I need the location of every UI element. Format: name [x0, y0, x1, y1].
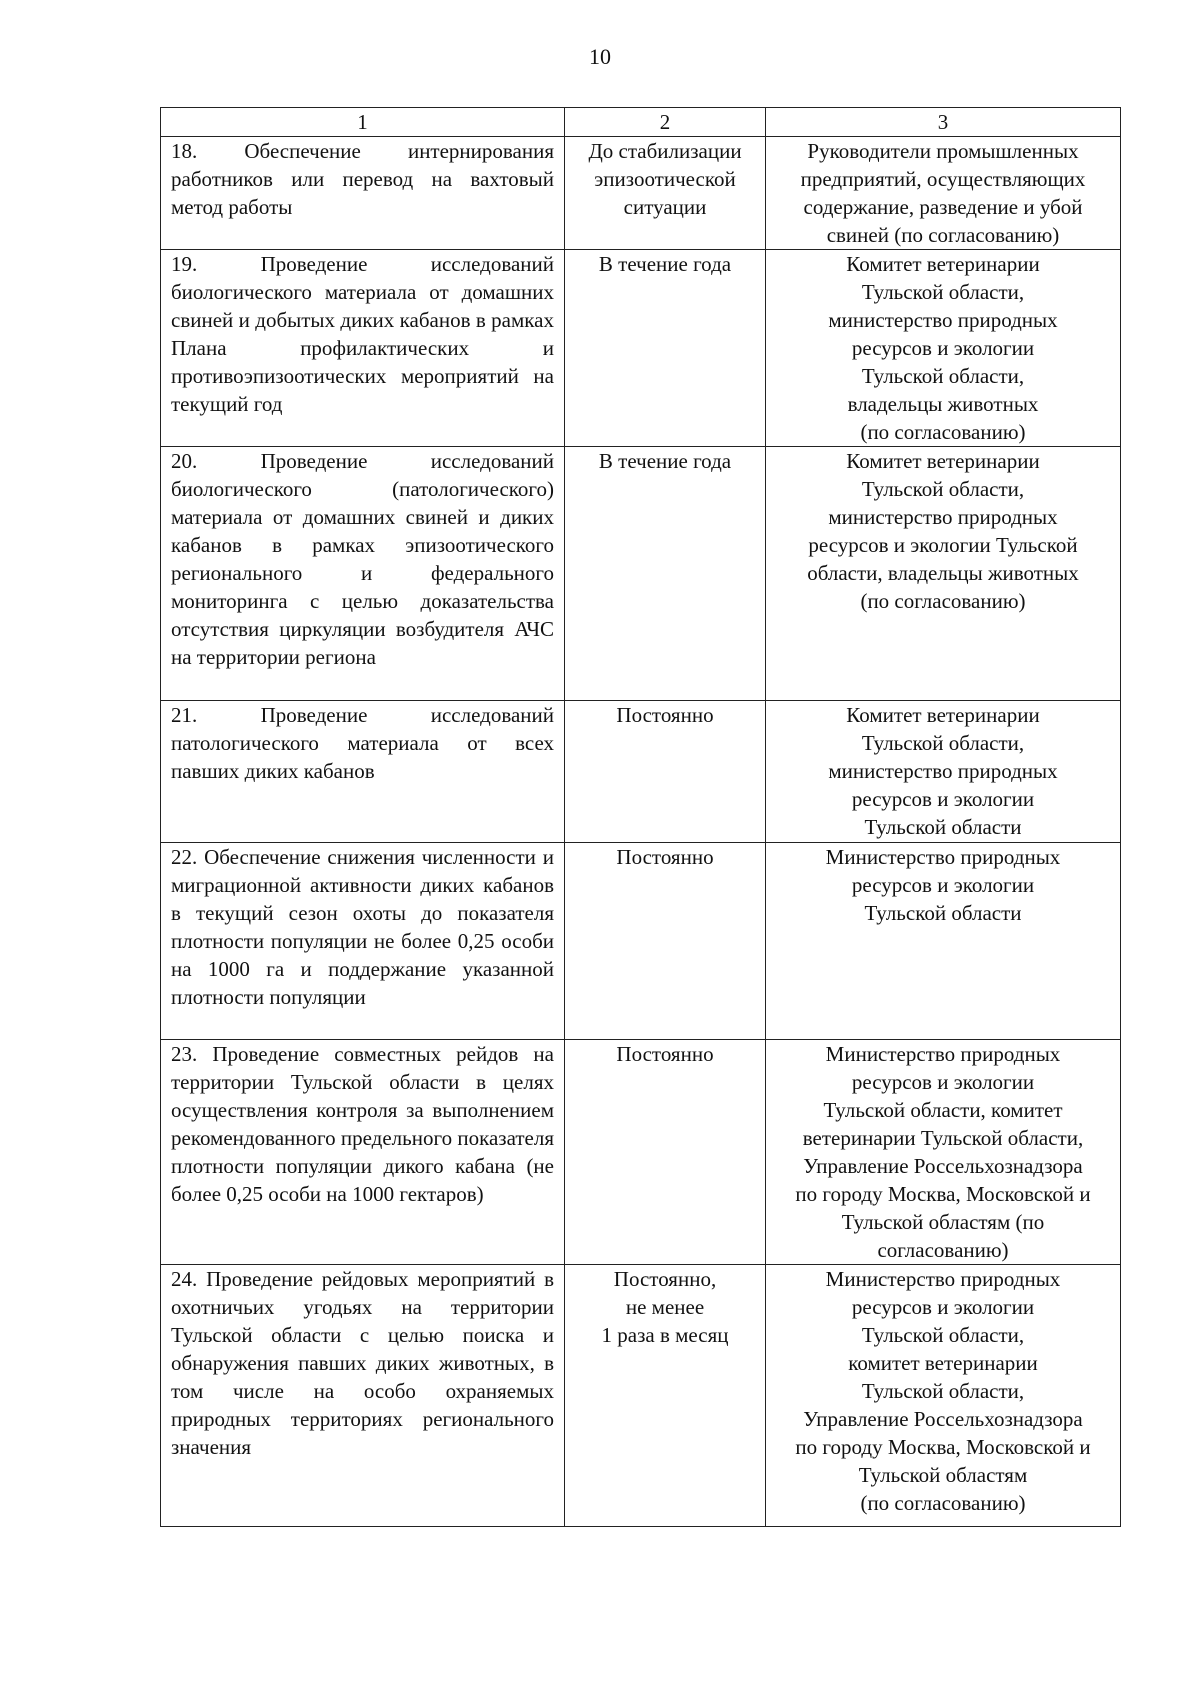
- table-row: [161, 1040, 1121, 1265]
- responsible-text: Министерство природных ресурсов и экологии Тульской области: [825, 845, 1061, 925]
- responsible-text: Комитет ветеринарии Тульской области, министерство природных ресурсов и экологии Тульской области, владельцы животных (по согласованию): [807, 449, 1079, 613]
- term-text: Постоянно, не менее 1 раза в месяц: [601, 1267, 729, 1347]
- term-text: Постоянно: [616, 703, 714, 727]
- table-row: [161, 843, 1121, 1040]
- term-cell: [565, 447, 766, 701]
- measure-cell: 20. Проведение исследований биологического (патологического) материала от домашних свиней и диких кабанов в рамках эпизоотического регионального и федерального мониторинга с целью доказательства отсутствия циркуляции возбудителя АЧС на территории региона: [161, 447, 565, 701]
- responsible-text: Министерство природных ресурсов и экологии Тульской области, комитет ветеринарии Тульской области, Управление Россельхознадзора по городу Москва, Московской и Тульской областям (по согласованию): [795, 1267, 1091, 1515]
- term-cell: [565, 250, 766, 447]
- table-row: [161, 447, 1121, 701]
- table-row: [161, 137, 1121, 250]
- responsible-cell: [766, 843, 1121, 1040]
- term-cell: [565, 1265, 766, 1527]
- term-cell: [565, 701, 766, 843]
- measure-cell: 19. Проведение исследований биологического материала от домашних свиней и добытых диких кабанов в рамках Плана профилактических и противоэпизоотических мероприятий на текущий год: [161, 250, 565, 447]
- page-number: 10: [589, 44, 611, 69]
- measure-cell: 18. Обеспечение интернирования работников или перевод на вахтовый метод работы: [161, 137, 565, 250]
- responsible-text: Руководители промышленных предприятий, осуществляющих содержание, разведение и убой свиней (по согласованию): [800, 139, 1086, 247]
- term-text: В течение года: [598, 449, 732, 473]
- term-text: Постоянно: [616, 845, 714, 869]
- term-cell: [565, 137, 766, 250]
- responsible-cell: [766, 137, 1121, 250]
- responsible-cell: [766, 1040, 1121, 1265]
- measure-cell: 21. Проведение исследований патологического материала от всех павших диких кабанов: [161, 701, 565, 843]
- responsible-cell: [766, 250, 1121, 447]
- column-header-3: 3: [766, 108, 1121, 137]
- responsible-text: Министерство природных ресурсов и экологии Тульской области, комитет ветеринарии Тульской области, Управление Россельхознадзора по городу Москва, Московской и Тульской областям (по согласованию): [795, 1042, 1091, 1262]
- table-row: [161, 701, 1121, 843]
- responsible-cell: [766, 447, 1121, 701]
- measures-table: [160, 107, 1121, 1527]
- column-header-1: 1: [161, 108, 565, 137]
- term-text: В течение года: [598, 252, 732, 276]
- responsible-text: Комитет ветеринарии Тульской области, министерство природных ресурсов и экологии Тульской области, владельцы животных (по согласованию): [828, 252, 1058, 444]
- column-header-2: 2: [565, 108, 766, 137]
- term-cell: [565, 843, 766, 1040]
- table-header-row: [161, 108, 1121, 137]
- measure-cell: 24. Проведение рейдовых мероприятий в охотничьих угодьях на территории Тульской области с целью поиска и обнаружения павших диких животных, в том числе на особо охраняемых природных территориях регионального значения: [161, 1265, 565, 1527]
- responsible-cell: [766, 701, 1121, 843]
- term-cell: [565, 1040, 766, 1265]
- table-row: [161, 1265, 1121, 1527]
- responsible-text: Комитет ветеринарии Тульской области, министерство природных ресурсов и экологии Тульской области: [828, 703, 1058, 839]
- responsible-cell: [766, 1265, 1121, 1527]
- measure-cell: 23. Проведение совместных рейдов на территории Тульской области в целях осуществления контроля за выполнением рекомендованного предельного показателя плотности популяции дикого кабана (не более 0,25 особи на 1000 гектаров): [161, 1040, 565, 1265]
- term-text: До стабилизации эпизоотической ситуации: [588, 139, 742, 219]
- term-text: Постоянно: [616, 1042, 714, 1066]
- table-row: [161, 250, 1121, 447]
- measure-cell: 22. Обеспечение снижения численности и миграционной активности диких кабанов в текущий сезон охоты до показателя плотности популяции не более 0,25 особи на 1000 га и поддержание указанной плотности популяции: [161, 843, 565, 1040]
